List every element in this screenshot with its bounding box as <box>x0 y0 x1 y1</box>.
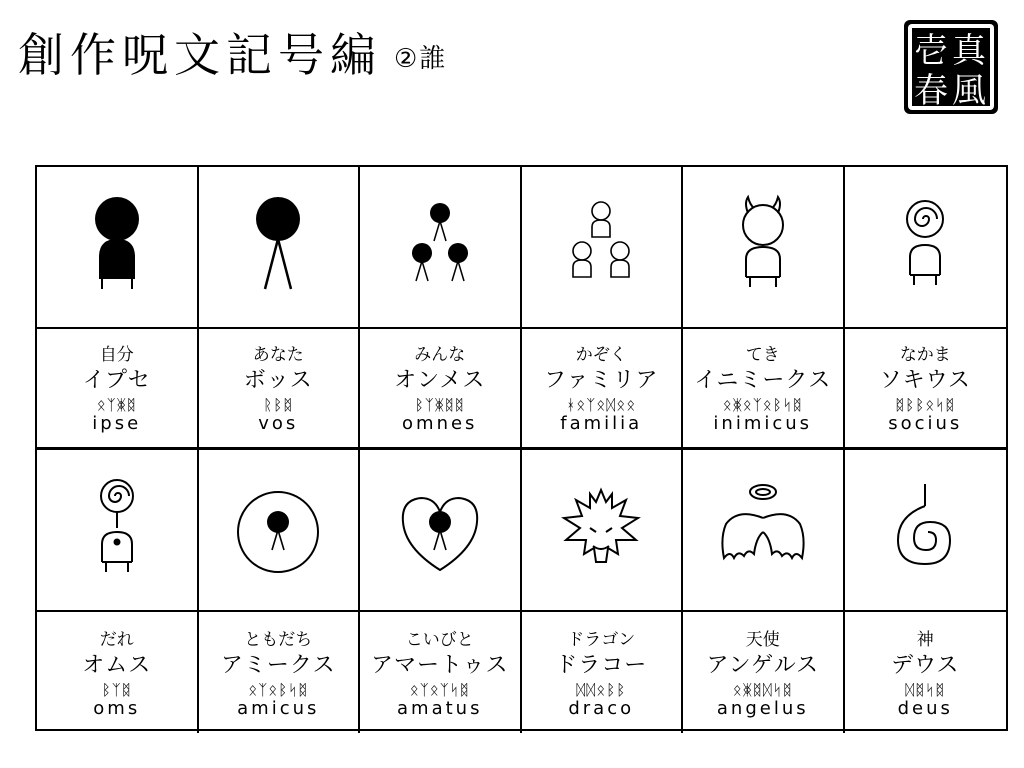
meaning-text: ドラゴン <box>567 629 636 650</box>
spell-script-text: ᛟᛉᛟᛉᛋᛥ <box>409 680 470 699</box>
angel-wings-icon <box>708 470 818 590</box>
spell-script-text: ᛟᛤᛥᛞᛋᛥ <box>732 680 793 699</box>
symbol-deus <box>845 450 1007 612</box>
spell-script-text: ᚱᛒᛥ <box>263 396 294 414</box>
svg-text:真: 真 <box>952 31 986 71</box>
kana-text: デウス <box>891 652 960 678</box>
kana-text: ファミリア <box>543 368 659 393</box>
enemy-horned-icon <box>708 187 818 307</box>
label-socius <box>845 329 1007 450</box>
kana-text: ソキウス <box>879 368 971 393</box>
kana-text: イプセ <box>82 368 151 393</box>
friend-spiral-icon <box>870 187 980 307</box>
meaning-text: てき <box>745 345 780 365</box>
logo-seal-icon <box>902 18 1000 116</box>
spell-script-text: ᛥᛒᛒᛟᛋᛥ <box>895 396 956 414</box>
label-inimicus <box>683 329 845 450</box>
meaning-text: だれ <box>99 629 134 650</box>
spell-script-text: ᛞᛥᛋᛥ <box>905 680 946 699</box>
everyone-group-icon <box>385 187 495 307</box>
label-omnes <box>360 329 522 450</box>
spell-symbol-grid <box>35 165 1008 731</box>
symbol-draco <box>522 450 684 612</box>
latin-text: angelus <box>716 697 809 719</box>
meaning-text: みんな <box>414 345 466 365</box>
latin-text: omnes <box>402 413 478 434</box>
symbol-familia <box>522 167 684 329</box>
meaning-text: ともだち <box>244 629 313 650</box>
symbol-amicus <box>199 450 361 612</box>
label-ipse <box>37 329 199 450</box>
kana-text: アマートゥス <box>371 652 509 678</box>
page-title-group <box>18 18 448 82</box>
label-amatus <box>360 612 522 733</box>
spell-script-text: ᛞᛞᛟᛒᛒ <box>576 680 627 699</box>
symbol-oms <box>37 450 199 612</box>
spell-script-text: ᛟᛤᛟᛉᛟᛒᛋᛥ <box>722 396 803 414</box>
symbol-angelus <box>683 450 845 612</box>
spell-script-text: ᛟᛉᛟᛒᛋᛥ <box>248 680 309 699</box>
kana-text: ドラコー <box>555 652 648 678</box>
spell-script-text: ᛒᛉᛤᛥᛥ <box>414 396 465 414</box>
latin-text: ipse <box>92 413 142 434</box>
kana-text: オムス <box>82 652 152 678</box>
kana-text: ボッス <box>243 368 313 393</box>
kana-text: アンゲルス <box>706 652 820 678</box>
label-draco <box>522 612 684 733</box>
who-spiral-icon <box>62 470 172 590</box>
label-amicus <box>199 612 361 733</box>
latin-text: amatus <box>397 697 483 719</box>
label-deus <box>845 612 1007 733</box>
page-subtitle: ②誰 <box>394 44 448 74</box>
family-group-icon <box>546 187 656 307</box>
symbol-inimicus <box>683 167 845 329</box>
latin-text: draco <box>568 697 635 719</box>
symbol-amatus <box>360 450 522 612</box>
meaning-text: なかま <box>899 345 951 365</box>
symbol-vos <box>199 167 361 329</box>
latin-text: socius <box>888 413 963 434</box>
kana-text: アミークス <box>220 652 336 678</box>
svg-text:壱: 壱 <box>914 31 948 71</box>
latin-text: familia <box>560 413 643 434</box>
spell-script-text: ᛟᛉᛤᛥ <box>96 396 137 414</box>
dragon-head-icon <box>546 470 656 590</box>
label-oms <box>37 612 199 733</box>
label-familia <box>522 329 684 450</box>
latin-text: deus <box>897 697 953 719</box>
meaning-text: こいびと <box>405 629 474 650</box>
latin-text: vos <box>258 413 299 434</box>
god-spiral-icon <box>870 470 980 590</box>
spell-script-text: ᛒᛉᛥ <box>101 680 132 699</box>
page-title: 創作呪文記号編 <box>18 28 382 82</box>
meaning-text: あなた <box>252 345 304 365</box>
symbol-omnes <box>360 167 522 329</box>
kana-text: オンメス <box>394 368 486 393</box>
latin-text: inimicus <box>713 413 813 434</box>
svg-text:春: 春 <box>914 71 948 111</box>
self-figure-icon <box>62 187 172 307</box>
you-figure-icon <box>223 187 333 307</box>
meaning-text: 神 <box>916 629 934 650</box>
meaning-text: 自分 <box>99 345 134 365</box>
svg-text:風: 風 <box>952 71 986 111</box>
meaning-text: かぞく <box>575 345 627 365</box>
kana-text: イニミークス <box>694 368 832 393</box>
label-angelus <box>683 612 845 733</box>
friend-circle-icon <box>223 470 333 590</box>
latin-text: oms <box>93 697 141 719</box>
latin-text: amicus <box>237 697 320 719</box>
symbol-ipse <box>37 167 199 329</box>
spell-script-text: ᚼᛟᛉᛟᛞᛟᛟ <box>566 396 637 414</box>
label-vos <box>199 329 361 450</box>
lover-heart-icon <box>385 470 495 590</box>
meaning-text: 天使 <box>745 629 780 650</box>
symbol-socius <box>845 167 1007 329</box>
